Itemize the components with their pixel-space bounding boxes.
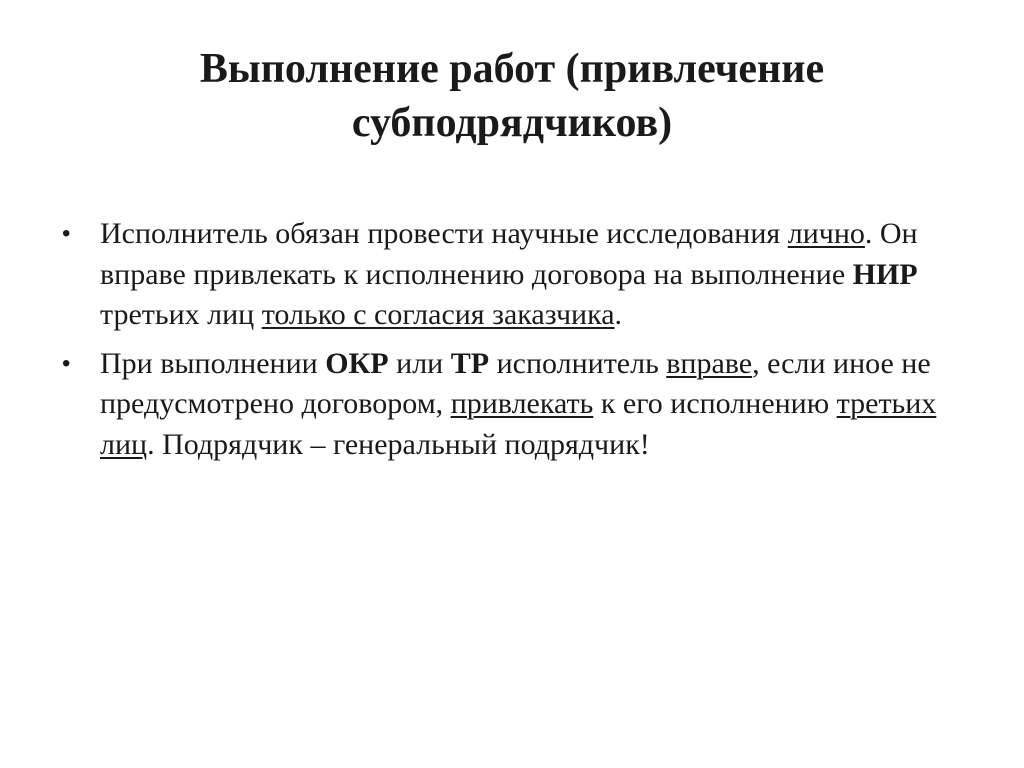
underlined-term-consent: только с согласия заказчика [261, 298, 615, 331]
slide-title-line-1: Выполнение работ (привлечение [199, 46, 825, 92]
bullet-marker: • [62, 349, 71, 377]
bullet-list [60, 214, 960, 473]
bullet-2-text-6: . Подрядчик – генеральный подрядчик! [147, 427, 650, 461]
underlined-term-vprave: вправе [666, 346, 753, 380]
bullet-item-1 [60, 214, 960, 336]
bullet-item-2 [60, 344, 960, 466]
bullet-1-text-2: . Он вправе привлекать к исполнению договора на выполнение [100, 217, 918, 291]
bullet-2-text-1: При выполнении [100, 346, 326, 380]
slide-title-line-2: субподрядчиков) [351, 100, 673, 146]
underlined-term-third-parties: третьих лиц [100, 387, 937, 461]
underlined-term-lichno: лично [787, 217, 865, 250]
bullet-1-text-3: третьих лиц [100, 298, 262, 331]
underlined-term-privlekat: привлекать [450, 387, 594, 420]
bold-term-tr: ТР [450, 346, 490, 380]
bullet-2-text-2: или [388, 346, 451, 380]
bold-term-nir: НИР [852, 257, 918, 291]
bullet-marker: • [62, 220, 71, 247]
bullet-2-text-3: исполнитель [489, 346, 667, 380]
bullet-2-text-4: , если иное не предусмотрено договором, [100, 346, 931, 420]
bullet-2-text-5: к его исполнению [593, 387, 837, 420]
slide-title [60, 42, 964, 150]
bullet-1-text-4: . [614, 298, 623, 331]
bullet-1-text-1: Исполнитель обязан провести научные исследования [100, 217, 788, 250]
bold-term-okr: ОКР [325, 346, 389, 380]
